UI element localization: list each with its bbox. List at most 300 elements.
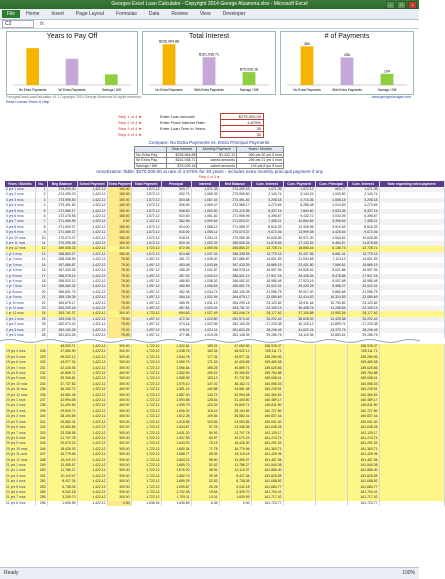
table-cell[interactable]: 300.00 [107,495,131,500]
bar[interactable] [26,48,39,85]
table-cell[interactable]: 300.00 [107,452,131,457]
table-cell: 1,422.12 [77,349,107,354]
table-cell: 9,432.72 [283,214,315,219]
website-link[interactable]: www.georgesbudget.com [371,95,411,99]
table-cell: 265,601.73 [47,290,77,295]
step4-field[interactable]: 30 [220,131,264,138]
tab-home[interactable]: Home [26,11,40,17]
table-cell: 22,089.69 [251,295,283,300]
tab-page-layout[interactable]: Page Layout [75,11,105,17]
table-cell: 161,723.77 [347,501,379,506]
bar[interactable] [203,57,216,85]
table-cell: 1 yr 5 mos [5,274,35,279]
table-cell: 1,722.12 [131,382,161,387]
table-cell[interactable]: 300.00 [107,349,131,354]
table-cell: 1,722.12 [131,425,161,430]
table-cell: 161,429.06 [251,452,283,457]
table-cell: 1,422.12 [77,398,107,403]
table-cell: 476.01 [161,328,191,333]
table-cell: 1,508.18 [315,198,347,203]
table-cell: 252 [35,479,47,484]
table-cell: 2 [35,192,47,197]
chart-interest-svg [143,32,275,94]
table-cell: 1,422.12 [77,393,107,398]
table-cell: 1,422.12 [77,414,107,419]
chart-years-to-pay-off[interactable] [6,31,138,95]
table-cell: 28,194.69 [219,409,251,414]
table-cell: 1,722.12 [131,468,161,473]
table-cell: 39,306.81 [47,376,77,381]
table-cell[interactable]: 300.00 [107,458,131,463]
table-cell: 1,422.12 [77,458,107,463]
cmp-interest: $75,026.16 [167,163,197,169]
table-cell: 270,573.37 [219,230,251,235]
table-cell: 161,586.30 [251,468,283,473]
fx-icon[interactable]: fx [40,21,44,27]
table-cell: 275,000.00 [47,187,77,192]
table-cell: 1,497.12 [131,263,161,268]
table-cell: 1,722.12 [131,458,161,463]
table-cell: 1,497.12 [131,290,161,295]
worksheet[interactable] [0,29,436,567]
table-cell: 267,433.39 [47,268,77,273]
table-cell: 1,497.12 [131,306,161,311]
close-icon[interactable]: × [408,1,417,9]
interest-rate-field[interactable]: 4.675% [220,119,264,126]
table-cell: 4 [35,203,47,208]
table-cell[interactable]: 300.00 [107,441,131,446]
column-header[interactable]: Cum. Interest [251,181,283,187]
table-cell: 23,120.82 [251,301,283,306]
table-cell[interactable]: 300.00 [107,425,131,430]
bar[interactable] [163,44,176,85]
cmp-header: Years / Months [237,147,284,153]
table-cell: 11 [35,241,47,246]
table-cell: 1,422.12 [77,257,107,262]
column-header[interactable]: No. [35,181,47,187]
tab-formulas[interactable]: Formulas [116,11,137,17]
chart-title: # of Payments [324,33,370,40]
table-cell: 1,422.12 [77,263,107,268]
column-header[interactable]: Cum. Principal [315,181,347,187]
table-cell: 267,886.87 [47,263,77,268]
loan-term-field[interactable]: 30 [220,125,264,132]
table-cell: 1,422.12 [77,317,107,322]
table-cell: 165.28 [191,366,219,371]
table-cell[interactable]: 150.00 [107,214,131,219]
table-cell[interactable]: 150.00 [107,236,131,241]
table-cell: 12,899.74 [315,322,347,327]
table-cell[interactable]: 75.00 [107,317,131,322]
table-cell: 1,575.10 [161,382,191,387]
data-label: 104 [384,69,390,74]
table-cell[interactable]: 75.00 [107,301,131,306]
table-cell: 161,291.93 [251,441,283,446]
table-cell: 25,177.62 [251,311,283,316]
bar[interactable] [301,46,314,85]
table-cell: 272,476.55 [219,209,251,214]
table-cell: 45.92 [191,468,219,473]
table-cell: 8,427.34 [219,474,251,479]
table-cell: 22,089.69 [347,295,379,300]
table-cell: 1,556.84 [161,366,191,371]
table-cell[interactable]: 0.00 [107,501,131,506]
table-cell: 1,722.12 [131,479,161,484]
table-cell: 1 yr 9 mos [5,295,35,300]
table-cell: 128.54 [191,398,219,403]
column-header[interactable]: Sched Payment [77,181,107,187]
column-header[interactable]: End Balance [219,181,251,187]
table-cell: 1,630.59 [219,495,251,500]
table-cell: 0 yrs 9 mos [5,230,35,235]
table-cell: 25 [35,317,47,322]
table-cell: 694.63 [161,311,191,316]
table-cell[interactable]: 300.00 [107,311,131,316]
table-cell: 1,636.94 [131,501,161,506]
table-cell: 1,061.52 [191,214,219,219]
table-cell: 1,630.59 [161,501,191,506]
table-cell: 1,630.59 [47,501,77,506]
table-cell[interactable]: 75.00 [107,284,131,289]
table-cell[interactable]: 300.00 [107,355,131,360]
table-cell: 11,786.27 [219,463,251,468]
table-cell: 159,460.38 [251,360,283,365]
table-cell: 474.16 [161,322,191,327]
table-cell: 266,978.14 [47,274,77,279]
table-cell: 6 [35,214,47,219]
table-cell: 265,601.73 [219,284,251,289]
table-cell: 158,928.37 [347,344,379,349]
column-header[interactable]: Extra Payment [108,182,133,186]
table-cell: 21,707.78 [47,436,77,441]
table-cell: 4,426.63 [315,230,347,235]
step-label: Step 1 of 4 ► [118,113,143,119]
table-cell: 1,422.12 [77,344,107,349]
bar[interactable] [243,72,256,85]
table-cell: 40,869.71 [47,371,77,376]
table-cell: 0 yrs 2 mos [5,192,35,197]
table-cell: 1,497.12 [131,274,161,279]
bar[interactable] [341,57,354,85]
table-cell: 1,572.12 [131,192,161,197]
table-cell: 19 yrs 9 mos [5,376,35,381]
column-header[interactable]: Interest [191,181,219,187]
table-cell: 6,288.48 [283,203,315,208]
table-cell[interactable]: 300.00 [107,485,131,490]
table-cell: 270,055.36 [219,236,251,241]
table-cell: 1 yr 7 mos [5,284,35,289]
table-cell: 1,722.12 [131,431,161,436]
table-row[interactable] [5,501,444,506]
table-cell: 265,139.35 [47,295,77,300]
table-cell[interactable]: 150.00 [107,198,131,203]
column-header[interactable]: Note regarding extra payment [379,181,444,187]
table-cell: 2,140.74 [347,192,379,197]
license-link[interactable]: Read License Terms & Help [6,100,50,104]
table-cell: 116.10 [191,409,219,414]
table-cell: 1,624.87 [161,425,191,430]
table-cell: 35,408.76 [283,306,315,311]
table-cell: 264,209.18 [47,306,77,311]
table-cell[interactable]: 300.00 [107,344,131,349]
table-cell: 1,689.29 [161,479,191,484]
table-cell: 26 [35,322,47,327]
table-cell[interactable]: 75.00 [107,306,131,311]
table-cell: 3,208.18 [347,198,379,203]
table-cell[interactable]: 75.00 [107,333,131,338]
table-cell[interactable]: 75.00 [107,295,131,300]
tab-insert[interactable]: Insert [51,11,64,17]
table-cell: 160,727.60 [347,409,379,414]
table-cell: 1,059.54 [191,219,219,224]
tab-developer[interactable]: Developer [222,11,246,17]
table-cell: 36,162.72 [47,387,77,392]
table-cell: 1,722.12 [131,436,161,441]
bar[interactable] [381,74,394,85]
table-cell: 18,426.30 [219,441,251,446]
table-cell: 10,626.56 [347,236,379,241]
table-cell: 12 [35,246,47,251]
cmp-interest: $236,964.88 [167,152,197,158]
table-cell[interactable]: 300.00 [107,366,131,371]
table-cell: 272,985.17 [47,209,77,214]
table-cell: 1,722.12 [131,495,161,500]
table-cell: 161,625.69 [347,474,379,479]
category-label: With Extra Payments [332,88,362,92]
table-cell[interactable]: 300.00 [107,382,131,387]
table-cell: 1,656.77 [161,452,191,457]
table-cell: 21,056.75 [347,290,379,295]
table-cell: 161,487.96 [347,458,379,463]
table-cell[interactable]: 75.00 [107,274,131,279]
table-cell: 233 [35,376,47,381]
zoom-level[interactable]: 100% [402,570,415,576]
table-cell: 19 yrs 8 mos [5,371,35,376]
table-cell: 1,422.12 [77,376,107,381]
table-cell: 1,722.12 [131,360,161,365]
table-cell: 7,458.21 [251,219,283,224]
table-cell[interactable]: 150.00 [107,225,131,230]
table-cell: 246 [35,447,47,452]
table-cell[interactable]: 300.00 [107,420,131,425]
table-cell[interactable]: 300.00 [107,376,131,381]
table-cell: 160,727.60 [251,409,283,414]
table-cell: 15,865.19 [251,263,283,268]
table-cell: 161,129.17 [347,431,379,436]
table-cell[interactable]: 75.00 [107,268,131,273]
comparison-title: Compare: No Extra Payments vs. Extra Principal Payments [148,140,270,145]
table-cell: 1,422.12 [77,447,107,452]
table-cell[interactable]: 300.00 [107,393,131,398]
table-cell: 1,722.12 [131,246,161,251]
table-cell[interactable]: 300.00 [107,436,131,441]
table-cell: 40,869.71 [219,366,251,371]
table-cell: 1 yr 2 mos [5,257,35,262]
table-cell: 516.00 [161,230,191,235]
data-label: $236,964.88 [159,39,179,44]
table-cell: 23,338.98 [47,431,77,436]
table-cell: 272,985.17 [219,203,251,208]
table-cell: 18,426.30 [47,447,77,452]
table-cell[interactable]: 300.00 [107,360,131,365]
table-cell: 1,663.22 [161,458,191,463]
table-cell[interactable]: 150.00 [107,252,131,257]
table-cell: 274,499.23 [219,187,251,192]
table-cell[interactable]: 75.00 [107,263,131,268]
table-cell[interactable]: 300.00 [107,403,131,408]
table-cell: 1,572.12 [131,236,161,241]
table-cell: 1,063.50 [191,209,219,214]
table-cell: 262,100.26 [47,328,77,333]
loan-amount-field[interactable]: $275,000.00 [220,113,264,120]
table-cell: 268,863.27 [219,246,251,251]
table-cell[interactable]: 300.00 [107,414,131,419]
table-cell[interactable]: 300.00 [107,490,131,495]
table-cell[interactable]: 300.00 [107,474,131,479]
table-cell: 1,722.12 [131,409,161,414]
column-header[interactable]: Beg Balance [47,181,77,187]
table-cell: 1 yr 8 mos [5,290,35,295]
table-cell[interactable]: 300.00 [107,431,131,436]
table-cell[interactable]: 150.00 [107,187,131,192]
table-cell: 264,209.18 [219,301,251,306]
table-cell: 242 [35,425,47,430]
table-cell: 12,728.71 [251,246,283,251]
column-header[interactable]: Years / Months [5,181,35,187]
table-cell: 160,941.00 [251,420,283,425]
table-cell[interactable]: 300.00 [107,479,131,484]
table-cell[interactable]: 300.00 [107,468,131,473]
table-cell: 6,136.73 [315,246,347,251]
category-label: W/ Extra Payments [58,88,86,92]
table-cell: 160,489.17 [347,398,379,403]
table-cell: 16,907.06 [347,268,379,273]
table-cell: 14,821.55 [347,257,379,262]
table-cell: 1,045.40 [191,257,219,262]
table-cell[interactable]: 300.00 [107,409,131,414]
table-cell: 1,422.12 [77,485,107,490]
table-cell: 7 [35,219,47,224]
table-cell: 171.33 [191,360,219,365]
tab-review[interactable]: Review [171,11,188,17]
table-cell[interactable]: 150.00 [107,203,131,208]
table-cell: 28,194.69 [47,414,77,419]
tab-data[interactable]: Data [148,11,160,17]
table-cell[interactable]: 75.00 [107,328,131,333]
table-cell[interactable]: 300.00 [107,371,131,376]
table-cell: 158,928.37 [251,344,283,349]
table-cell[interactable]: 300.00 [107,246,131,251]
table-cell: 21 yrs 8 mos [5,501,35,506]
table-cell: 10,854.84 [283,219,315,224]
table-cell[interactable]: 150.00 [107,230,131,235]
table-cell: 90.92 [191,431,219,436]
table-cell[interactable]: 0.00 [107,219,131,224]
table-cell[interactable]: 75.00 [107,279,131,284]
table-cell: 16 [35,268,47,273]
table-cell: 1,497.12 [131,279,161,284]
table-cell: 1,422.12 [77,452,107,457]
minimize-icon[interactable]: – [386,1,395,9]
table-cell: 1,022.96 [191,322,219,327]
table-cell: 237 [35,398,47,403]
table-cell[interactable]: 75.00 [107,290,131,295]
column-header[interactable]: Total Payment [131,181,161,187]
table-cell[interactable]: 300.00 [107,447,131,452]
table-cell: 28,246.49 [251,328,283,333]
table-cell: 161,717.42 [347,495,379,500]
table-cell: 1,071.35 [251,187,283,192]
chart-number-of-payments[interactable] [280,31,414,95]
table-cell: 6.35 [191,501,219,506]
table-cell[interactable]: 150.00 [107,192,131,197]
table-cell: 1,422.12 [77,371,107,376]
table-cell: 1,024.80 [191,317,219,322]
table-cell: 10,110.07 [47,474,77,479]
table-cell: 161,038.25 [251,425,283,430]
table-cell: 0 yrs 1 mos [5,187,35,192]
table-cell: 263,046.74 [47,317,77,322]
table-cell: 9,398.27 [315,284,347,289]
data-label: $161,938.71 [199,52,219,57]
column-header[interactable]: Principal [161,181,191,187]
table-cell: 9,860.65 [315,290,347,295]
bar[interactable] [105,74,118,85]
table-cell[interactable]: 150.00 [107,241,131,246]
table-cell: 161,658.52 [347,479,379,484]
table-cell: 26,202.42 [347,317,379,322]
table-cell: 20 yrs 1 mos [5,398,35,403]
category-label: No Extra Payments [293,88,321,92]
table-cell: 1,497.12 [131,268,161,273]
step-label: Step 2 of 4 ► [118,119,143,125]
table-cell: 1,722.12 [131,311,161,316]
table-cell: 1,071.35 [191,187,219,192]
table-cell: 1,581.24 [161,387,191,392]
table-cell: 273,996.50 [219,192,251,197]
column-header[interactable]: Cum. Payment [283,181,315,187]
column-header[interactable]: Cum. Interest [347,181,379,187]
bar[interactable] [66,59,79,85]
table-cell: 97.25 [191,425,219,430]
table-cell[interactable]: 75.00 [107,322,131,327]
table-cell: 1,544.78 [161,355,191,360]
table-cell: 0 yrs 5 mos [5,209,35,214]
table-cell[interactable]: 300.00 [107,387,131,392]
table-cell[interactable]: 300.00 [107,463,131,468]
table-cell: 1,041.87 [191,268,219,273]
table-cell: 464.18 [161,295,191,300]
table-cell: 1,422.12 [77,203,107,208]
table-cell: 11,678.65 [251,241,283,246]
table-cell[interactable]: 75.00 [107,257,131,262]
table-cell: 13,375.75 [315,328,347,333]
tab-view[interactable]: View [199,11,211,17]
table-cell: 1,572.12 [131,198,161,203]
tab-file[interactable]: File [2,10,20,18]
chart-total-interest[interactable] [142,31,276,95]
maximize-icon[interactable]: □ [397,1,406,9]
table-cell: 236 [35,393,47,398]
table-cell: 24,150.13 [251,306,283,311]
name-box[interactable]: C2 [2,20,34,28]
table-cell[interactable]: 300.00 [107,398,131,403]
table-cell: 1,043.64 [191,263,219,268]
table-cell: 256 [35,501,47,506]
category-label: Savings / Diff [239,88,259,92]
table-cell: 23,431.80 [283,263,315,268]
table-cell[interactable]: 150.00 [107,209,131,214]
